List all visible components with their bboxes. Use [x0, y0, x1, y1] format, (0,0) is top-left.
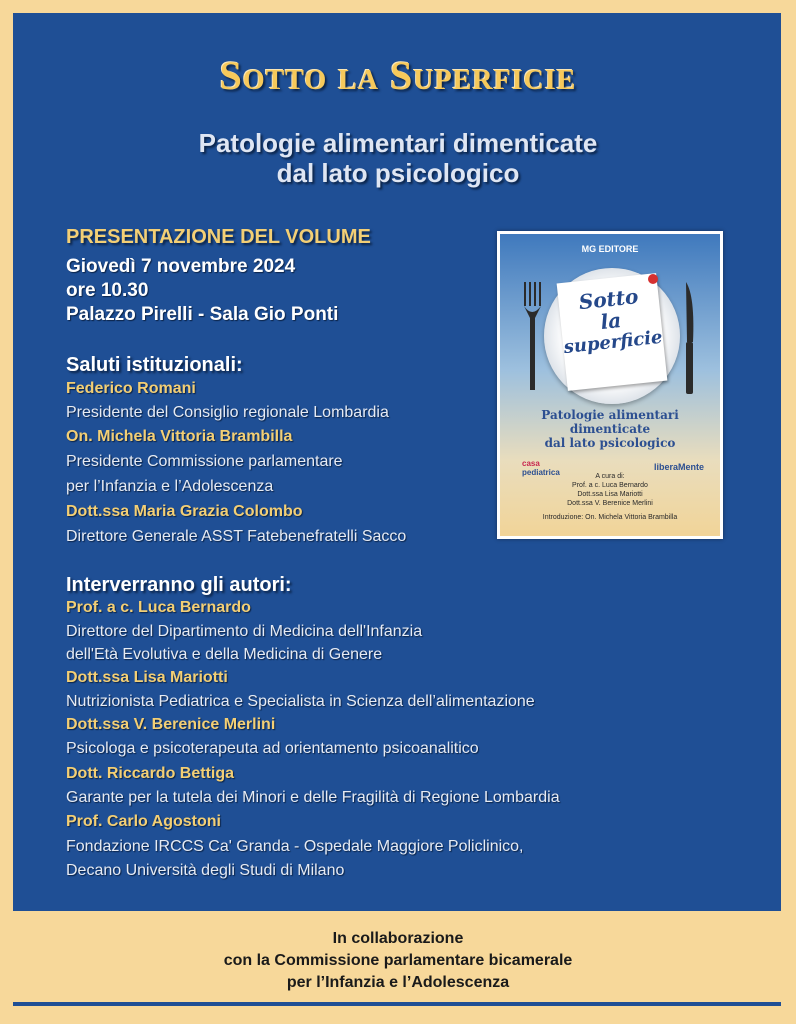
book-subtitle-line-1: Patologie alimentari	[541, 408, 679, 422]
book-subtitle-line-2: dimenticate	[569, 422, 651, 436]
greeting-name-2: On. Michela Vittoria Brambilla	[66, 428, 293, 445]
subtitle-line-2: dal lato psicologico	[276, 158, 520, 188]
fork-icon	[522, 282, 544, 392]
footer-collaboration	[0, 928, 796, 994]
event-time: ore 10.30	[66, 280, 149, 301]
book-publisher: MG EDITORE	[581, 244, 639, 254]
author-name-2: Dott.ssa Lisa Mariotti	[66, 669, 228, 686]
author-name-1: Prof. a c. Luca Bernardo	[66, 599, 251, 616]
knife-icon	[682, 282, 696, 394]
book-credits	[500, 472, 720, 508]
greeting-name-1: Federico Romani	[66, 380, 196, 397]
book-subtitle-line-3: dal lato psicologico	[544, 436, 676, 450]
book-intro: Introduzione: On. Michela Vittoria Brambilla	[542, 514, 678, 521]
credit-line-1: A cura di:	[595, 473, 625, 480]
book-title-line-3: superficie	[562, 326, 664, 359]
author-role-2: Nutrizionista Pediatrica e Specialista in Scienza dell’alimentazione	[66, 693, 535, 710]
greeting-role-3: Direttore Generale ASST Fatebenefratelli Sacco	[66, 528, 407, 545]
author-role-5b: Decano Università degli Studi di Milano	[66, 862, 345, 879]
authors-heading: Interverranno gli autori:	[66, 574, 292, 596]
pin-icon	[648, 274, 658, 284]
page-title: Sotto la Superficie	[219, 53, 577, 98]
footer-line-1: In collaborazione	[332, 930, 464, 947]
author-role-1a: Direttore del Dipartimento di Medicina dell'Infanzia	[66, 623, 423, 640]
credit-line-2: Prof. a c. Luca Bernardo	[572, 482, 648, 489]
author-role-3: Psicologa e psicoterapeuta ad orientamento psicoanalitico	[66, 740, 479, 757]
book-subtitle	[500, 408, 720, 450]
footer-divider	[13, 1002, 781, 1006]
author-name-3: Dott.ssa V. Berenice Merlini	[66, 716, 276, 733]
credit-line-4: Dott.ssa V. Berenice Merlini	[567, 500, 653, 507]
book-title	[558, 283, 664, 359]
note-graphic	[557, 273, 668, 391]
greeting-role-1: Presidente del Consiglio regionale Lombardia	[66, 404, 389, 421]
subtitle-line-1: Patologie alimentari dimenticate	[198, 128, 598, 158]
event-date: Giovedì 7 novembre 2024	[66, 256, 296, 277]
book-cover	[497, 231, 723, 539]
author-role-4: Garante per la tutela dei Minori e delle Fragilità di Regione Lombardia	[66, 789, 560, 806]
author-role-1b: dell'Età Evolutiva e della Medicina di Genere	[66, 646, 383, 663]
greeting-role-2b: per l’Infanzia e l’Adolescenza	[66, 478, 274, 495]
author-name-5: Prof. Carlo Agostoni	[66, 813, 221, 830]
logo-left-line-1: casa	[522, 459, 540, 468]
greeting-role-2a: Presidente Commissione parlamentare	[66, 453, 343, 470]
event-heading: PRESENTAZIONE DEL VOLUME	[66, 226, 371, 248]
page-subtitle	[0, 128, 796, 188]
liberamente-logo: liberaMente	[654, 462, 705, 472]
greetings-heading: Saluti istituzionali:	[66, 354, 243, 376]
greeting-name-3: Dott.ssa Maria Grazia Colombo	[66, 503, 303, 520]
footer-line-3: per l’Infanzia e l’Adolescenza	[286, 974, 510, 991]
logo-left-line-2: pediatrica	[522, 468, 560, 477]
book-title-line-1: Sotto	[577, 284, 640, 315]
author-name-4: Dott. Riccardo Bettiga	[66, 765, 235, 782]
event-venue: Palazzo Pirelli - Sala Gio Ponti	[66, 304, 339, 325]
footer-line-2: con la Commissione parlamentare bicamerale	[223, 952, 573, 969]
credit-line-3: Dott.ssa Lisa Mariotti	[577, 491, 643, 498]
author-role-5a: Fondazione IRCCS Ca' Granda - Ospedale Maggiore Policlinico,	[66, 838, 524, 855]
book-title-line-2: la	[599, 308, 623, 335]
